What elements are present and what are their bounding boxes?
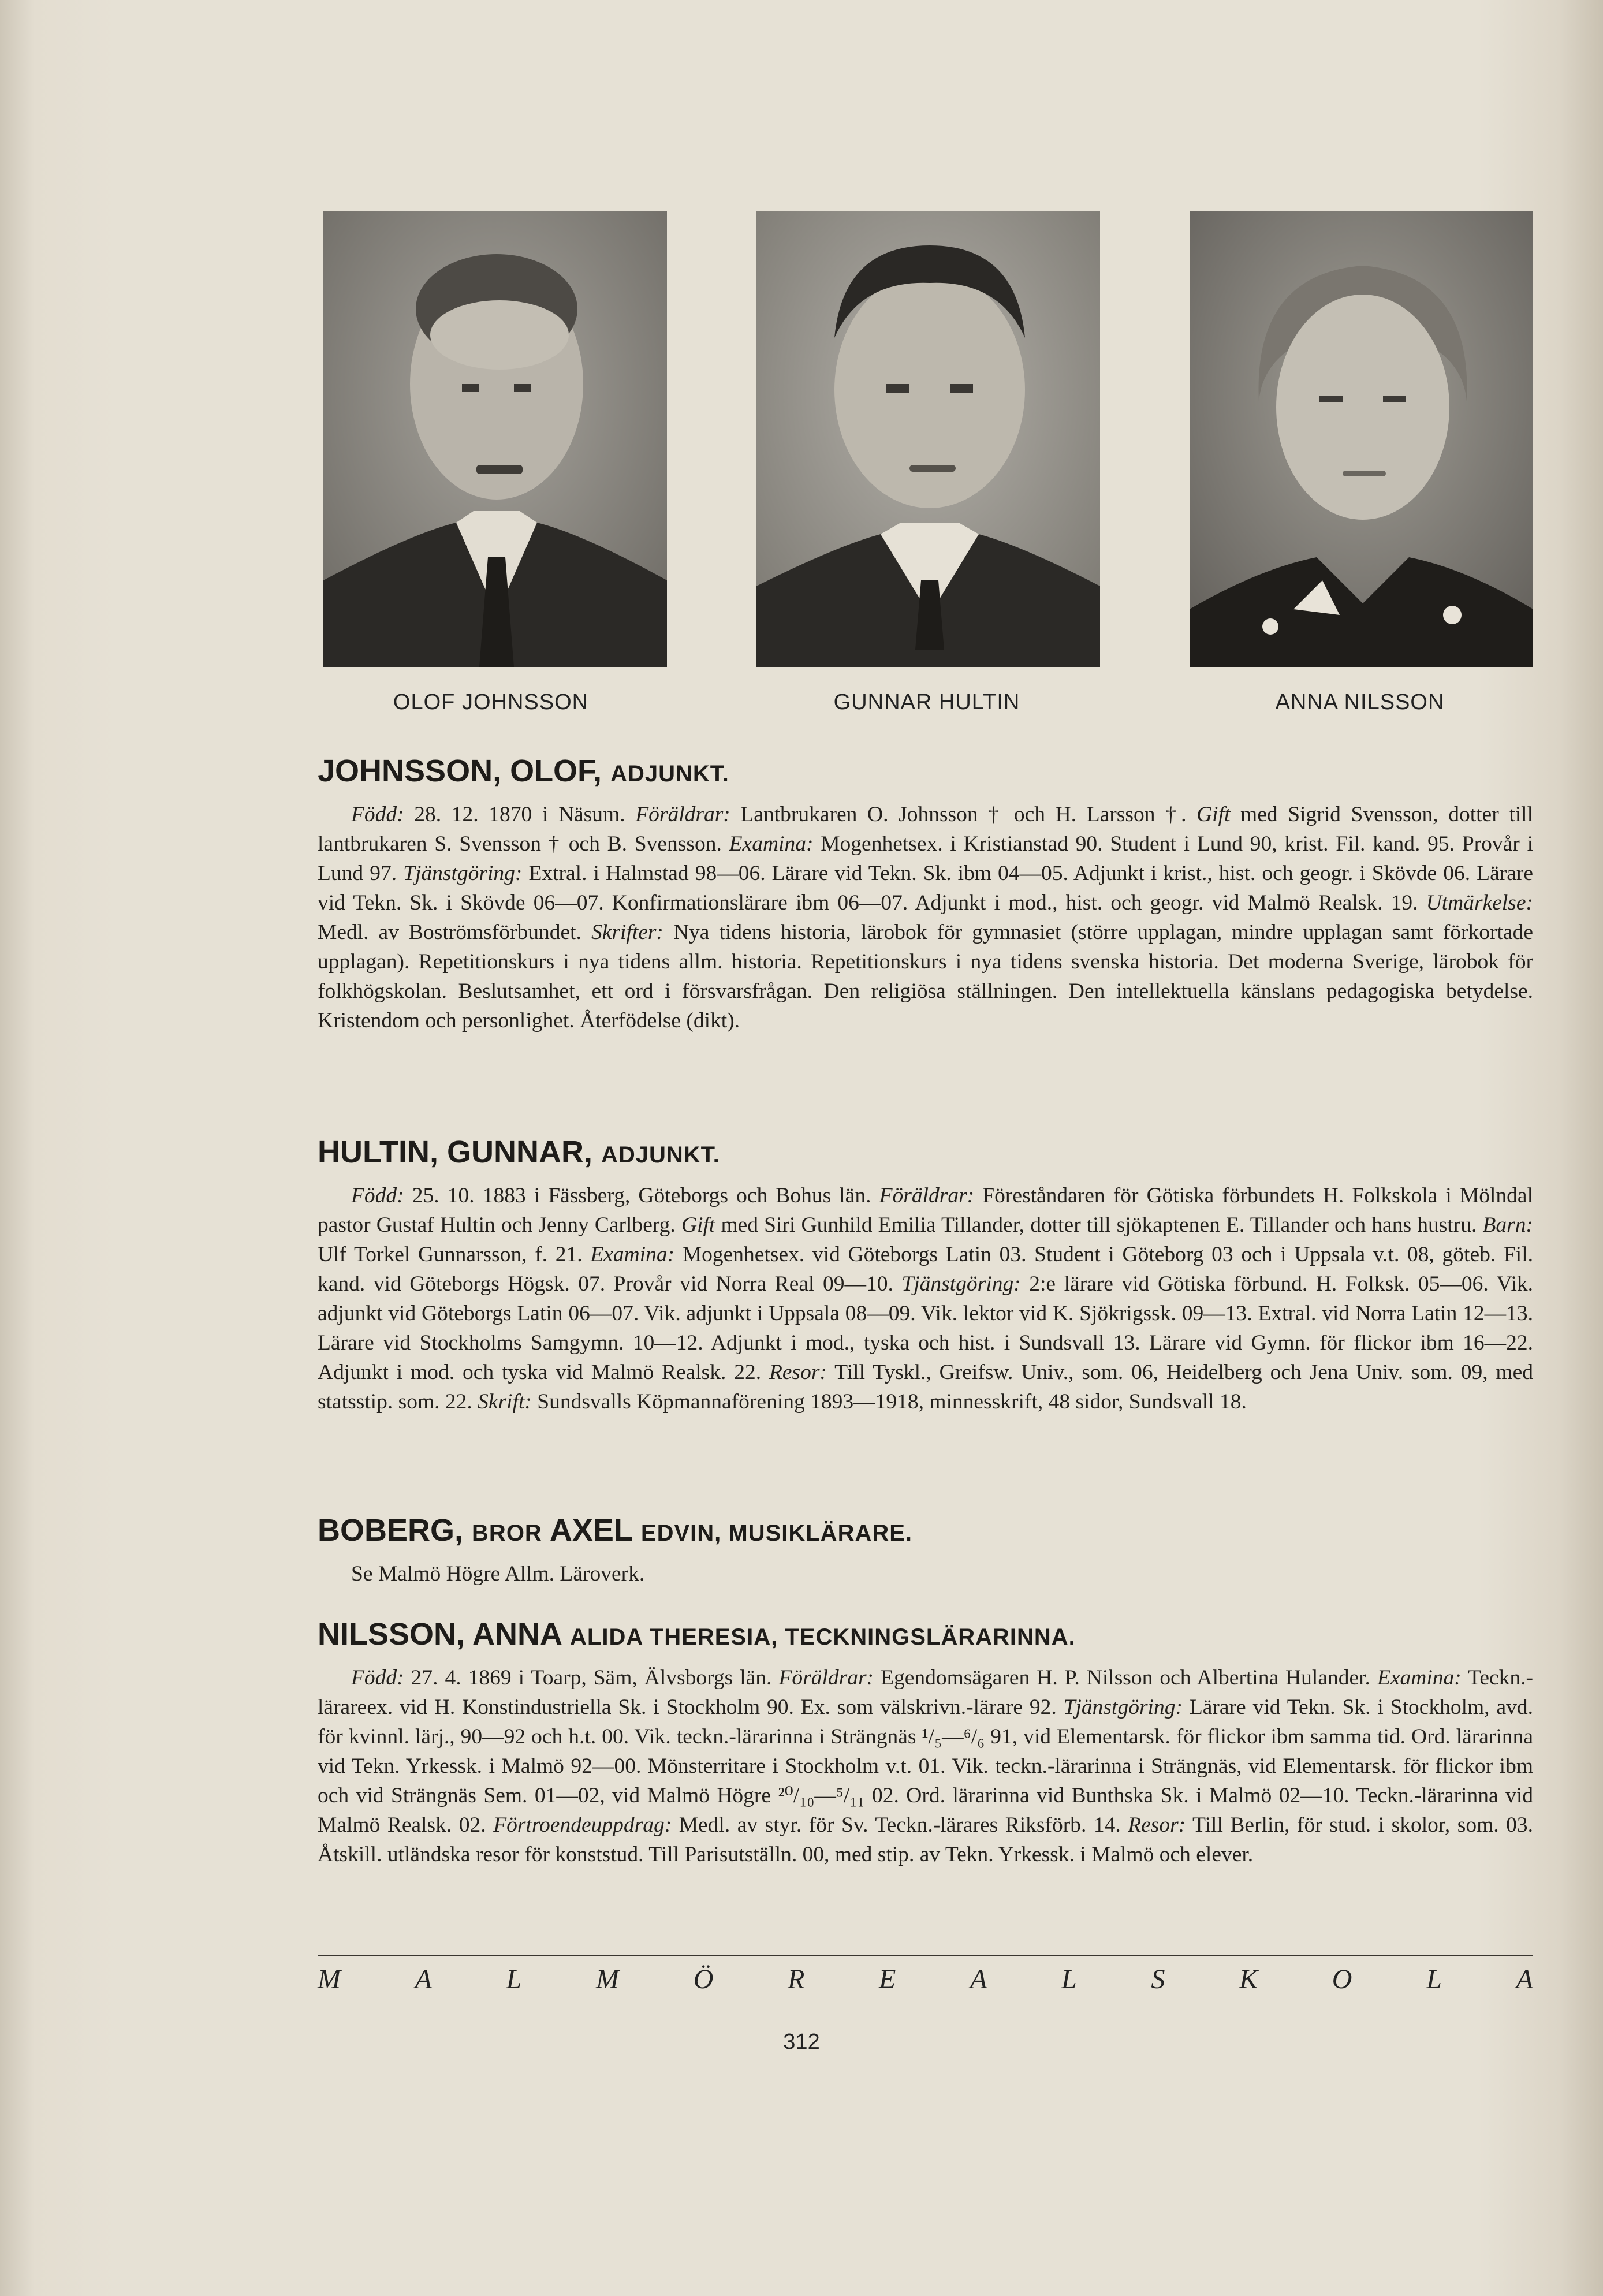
field-label: Examina: — [729, 832, 814, 856]
entry-body — [318, 1181, 1533, 1417]
field-text: Ulf Torkel Gunnarsson, f. 21. — [318, 1243, 591, 1266]
field-text: Sundsvalls Köpmannaförening 1893—1918, minnesskrift, 48 sidor, Sundsvall 18. — [531, 1390, 1247, 1414]
footer-letter: A — [970, 1964, 987, 1995]
field-text: Egendomsägaren H. P. Nilsson och Albertina Hulander. — [874, 1666, 1377, 1690]
entry-role: ADJUNKT. — [610, 761, 729, 787]
portrait-caption: GUNNAR HULTIN — [833, 690, 1020, 714]
field-label: Skrifter: — [591, 920, 663, 944]
field-text: Mogenhetsex. vid Göteborgs Latin 03. Student i Göteborg 03 och i Uppsala v.t. 08, göteb. Fil. kand. vid Göteborgs Högsk. 07. Provår vid Norra Real 09—10. — [318, 1243, 1533, 1296]
footer-letter: K — [1239, 1964, 1258, 1995]
footer-letter: A — [1516, 1964, 1533, 1995]
entry-hultin — [318, 1132, 1533, 1417]
entry-name: JOHNSSON, OLOF, — [318, 754, 602, 788]
entry-role: ADJUNKT. — [601, 1142, 720, 1168]
footer-rule — [318, 1955, 1533, 1956]
footer-letter: L — [1061, 1964, 1077, 1995]
field-label: Tjänstgöring: — [901, 1272, 1021, 1296]
field-text: Medl. av Boströmsförbundet. — [318, 920, 591, 944]
footer-letter: L — [1426, 1964, 1442, 1995]
field-label: Resor: — [1128, 1813, 1186, 1837]
entry-role: EDVIN, MUSIKLÄRARE. — [640, 1520, 913, 1546]
field-label: Barn: — [1482, 1213, 1533, 1237]
entry-heading — [318, 1132, 1533, 1175]
portrait-image — [323, 211, 667, 667]
field-text: med Sigrid Svensson, dotter till lantbrukaren S. Svensson † och B. Svensson. — [318, 803, 1533, 856]
footer-letter: O — [1332, 1964, 1352, 1995]
field-text: Nya tidens historia, lärobok för gymnasiet (större upplagan, mindre upplagan samt förkortade upplagan). Repetitionskurs i nya tidens allm. historia. Repetitionskurs i nya tidens svenska historia. Det moderna Sverige, lärobok för folkhögskolan. Beslutsamhet, ett ord i försvarsfrågan. Den religiösa ställningen. Den intellektuella känslans pedagogiska betydelse. Kristendom och personlighet. Återfödelse (dikt). — [318, 920, 1533, 1033]
entry-name-small: BROR — [472, 1520, 542, 1546]
portrait-anna-nilsson — [1190, 211, 1533, 667]
field-label: Föräldrar: — [778, 1666, 874, 1690]
field-label: Gift — [681, 1213, 715, 1237]
field-text: Se Malmö Högre Allm. Läroverk. — [351, 1562, 645, 1586]
field-label: Examina: — [590, 1243, 675, 1266]
field-text: 27. 4. 1869 i Toarp, Säm, Älvsborgs län. — [404, 1666, 779, 1690]
footer-letter: L — [506, 1964, 522, 1995]
portrait-caption: ANNA NILSSON — [1275, 690, 1445, 714]
footer-letter: E — [879, 1964, 896, 1995]
field-text: Teckn.-lärareex. vid H. Konstindustriella Sk. i Stockholm 90. Ex. som välskrivn.-lärare 92. — [318, 1666, 1533, 1719]
entry-name-part: AXEL — [549, 1513, 632, 1548]
field-label: Tjänstgöring: — [403, 862, 523, 885]
field-text: 2:e lärare vid Götiska förbund. H. Folksk. 05—06. Vik. adjunkt vid Göteborgs Latin 06—07. Vik. adjunkt i Uppsala 08—09. Vik. lektor vid K. Sjökrigssk. 09—13. Extral. vid Norra Latin 12—13. Lärare vid Stockholms Samgymn. 10—12. Adjunkt i mod., tyska och hist. i Sundsvall 13. Lärare vid Gymn. för flickor ibm 16—22. Adjunkt i mod. och tyska vid Malmö Realsk. 22. — [318, 1272, 1533, 1384]
field-text: Extral. i Halmstad 98—06. Lärare vid Tekn. Sk. ibm 04—05. Adjunkt i krist., hist. och geogr. i Skövde 06. Lärare vid Tekn. Sk. i Skövde 06—07. Konfirmationslärare ibm 06—07. Adjunkt i mod., hist. och geogr. vid Malmö Realsk. 19. — [318, 862, 1533, 915]
running-footer — [318, 1963, 1533, 1995]
portrait-olof-johnsson — [323, 211, 667, 667]
entry-heading — [318, 1510, 1533, 1553]
field-text: 28. 12. 1870 i Näsum. — [404, 803, 636, 826]
entry-body — [318, 800, 1533, 1035]
field-text: Till Berlin, för stud. i skolor, som. 03. Åtskill. utländska resor för konststud. Till Parisutställn. 00, med stip. av Tekn. Yrkessk. i Malmö och elever. — [318, 1813, 1534, 1866]
field-text: Föreståndaren för Götiska förbundets H. Folkskola i Mölndal pastor Gustaf Hultin och Jenny Carlberg. — [318, 1184, 1533, 1237]
field-text: 25. 10. 1883 i Fässberg, Göteborgs och Bohus län. — [404, 1184, 879, 1207]
field-label: Tjänstgöring: — [1063, 1695, 1183, 1719]
field-label: Utmärkelse: — [1426, 891, 1533, 915]
field-label: Född: — [351, 1666, 404, 1690]
entry-name: NILSSON, ANNA — [318, 1617, 562, 1652]
page-number: 312 — [783, 2030, 820, 2054]
field-text: Mogenhetsex. i Kristianstad 90. Student i Lund 90, krist. Fil. kand. 95. Provår i Lund 97. — [318, 832, 1533, 885]
field-label: Född: — [351, 1184, 404, 1207]
entry-heading — [318, 751, 1533, 794]
footer-letter: Ö — [693, 1964, 714, 1995]
field-label: Född: — [351, 803, 404, 826]
entry-role: ALIDA THERESIA, TECKNINGSLÄRARINNA. — [570, 1624, 1076, 1650]
field-text: Lärare vid Tekn. Sk. i Stockholm, avd. för kvinnl. lärj., 90—92 och h.t. 00. Vik. teckn.-lärarinna i Strängnäs ¹/₅—⁶/₆ 91, vid Elementarsk. för flickor ibm samma tid. Ord. lärarinna vid Tekn. Yrkessk. i Malmö 92—00. Mönsterritare i Stockholm v.t. 01. Vik. teckn.-lärarinna i Strängnäs, vid Elementarsk. för flickor ibm och vid Strängnäs Sem. 01—02, vid Malmö Högre ²⁰/₁₀—⁵/₁₁ 02. Ord. lärarinna vid Bunthska Sk. i Malmö 02—10. Teckn.-lärarinna vid Malmö Realsk. 02. — [318, 1695, 1533, 1837]
entry-body — [318, 1559, 1533, 1589]
field-label: Examina: — [1377, 1666, 1462, 1690]
footer-letter: R — [788, 1964, 805, 1995]
entry-heading — [318, 1614, 1533, 1657]
portrait-image — [756, 211, 1100, 667]
entry-body — [318, 1663, 1533, 1869]
entry-nilsson — [318, 1614, 1533, 1869]
field-text: Lantbrukaren O. Johnsson † och H. Larsson †. — [730, 803, 1197, 826]
field-label: Föräldrar: — [879, 1184, 975, 1207]
entry-johnsson — [318, 751, 1533, 1035]
field-label: Gift — [1196, 803, 1231, 826]
footer-letter: M — [318, 1964, 341, 1995]
footer-letter: M — [596, 1964, 620, 1995]
portrait-image — [1190, 211, 1533, 667]
field-label: Skrift: — [478, 1390, 532, 1414]
field-label: Föräldrar: — [635, 803, 730, 826]
field-text: Till Tyskl., Greifsw. Univ., som. 06, Heidelberg och Jena Univ. som. 09, med statsstip. som. 22. — [318, 1361, 1533, 1414]
footer-letter: A — [415, 1964, 432, 1995]
field-text: Medl. av styr. för Sv. Teckn.-lärares Riksförb. 14. — [672, 1813, 1128, 1837]
field-text: med Siri Gunhild Emilia Tillander, dotter till sjökaptenen E. Tillander och hans hustru. — [715, 1213, 1483, 1237]
footer-letter: S — [1151, 1964, 1165, 1995]
entry-name: HULTIN, GUNNAR, — [318, 1135, 592, 1169]
entry-name: BOBERG, — [318, 1513, 464, 1548]
entry-boberg — [318, 1510, 1533, 1589]
field-label: Resor: — [769, 1361, 827, 1384]
portrait-gunnar-hultin — [756, 211, 1100, 667]
field-label: Förtroendeuppdrag: — [493, 1813, 672, 1837]
portrait-caption: OLOF JOHNSSON — [393, 690, 589, 714]
